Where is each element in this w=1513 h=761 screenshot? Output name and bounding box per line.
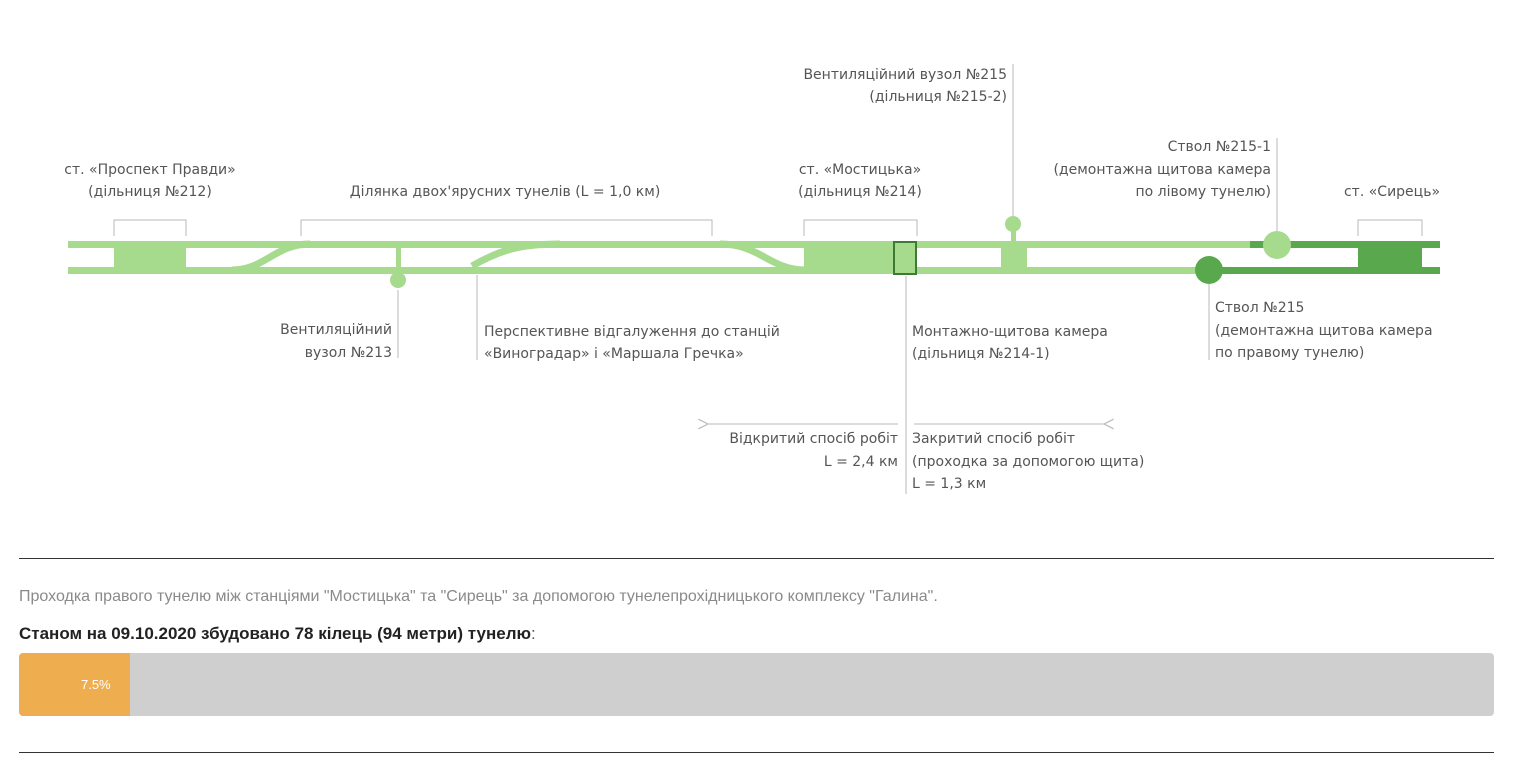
- label-double-deck: Ділянка двох'ярусних тунелів (L = 1,0 км): [349, 184, 661, 200]
- bracket-prospekt: [114, 220, 186, 236]
- label-mounting-line1: Монтажно-щитова камера: [912, 324, 1108, 340]
- vent-215-block: [1001, 241, 1027, 274]
- label-prospekt-name: ст. «Проспект Правди»: [64, 162, 236, 178]
- progress-status: [19, 624, 536, 644]
- label-open-length: L = 2,4 км: [823, 454, 898, 470]
- label-mostytska-name: ст. «Мостицька»: [798, 162, 922, 178]
- label-closed-method: Закритий спосіб робіт: [912, 431, 1076, 447]
- label-open-method: Відкритий спосіб робіт: [729, 431, 898, 447]
- caption: Проходка правого тунелю між станціями "Мостицька" та "Сирець" за допомогою тунелепрохідницького комплексу "Галина".: [19, 588, 938, 605]
- label-vent-213-line1: Вентиляційний: [280, 322, 392, 338]
- tracks: [68, 241, 1440, 274]
- label-shaft-215-1-desc2: по лівому тунелю): [1135, 184, 1271, 200]
- bracket-double-deck: [301, 220, 712, 236]
- label-branch-line2: «Виноградар» і «Маршала Гречка»: [484, 346, 744, 362]
- bracket-syrets: [1358, 220, 1422, 236]
- label-vent-215-name: Вентиляційний вузол №215: [803, 67, 1007, 83]
- shaft-215-node: [1195, 256, 1223, 284]
- label-syrets-name: ст. «Сирець»: [1343, 184, 1441, 200]
- progress-status-text: Станом на 09.10.2020 збудовано 78 кілець (94 метри) тунелю: [19, 624, 532, 643]
- label-prospekt-section: (дільниця №212): [88, 184, 212, 200]
- divider-bottom: [19, 752, 1494, 753]
- label-vent-215-section: (дільниця №215-2): [869, 89, 1007, 105]
- progress-label: 7.5%: [80, 677, 111, 692]
- mounting-chamber: [894, 242, 916, 274]
- vent-213-node: [390, 272, 406, 288]
- divider-top: [19, 558, 1494, 559]
- label-shaft-215-1-desc1: (демонтажна щитова камера: [1053, 162, 1271, 178]
- label-vent-213-line2: вузол №213: [304, 345, 392, 361]
- shaft-215-1-node: [1263, 231, 1291, 259]
- label-shaft-215-1-name: Ствол №215-1: [1167, 139, 1271, 155]
- station-prospekt-pravdy: [114, 241, 186, 274]
- label-shaft-215-desc2: по правому тунелю): [1215, 345, 1365, 361]
- station-syrets: [1358, 241, 1422, 274]
- label-closed-desc: (проходка за допомогою щита): [912, 454, 1145, 470]
- brackets: [114, 64, 1422, 494]
- left-tunnel-track: [68, 241, 1250, 248]
- label-branch-line1: Перспективне відгалуження до станцій: [484, 324, 780, 340]
- label-mounting-line2: (дільниця №214-1): [912, 346, 1050, 362]
- label-shaft-215-desc1: (демонтажна щитова камера: [1215, 323, 1433, 339]
- label-shaft-215-name: Ствол №215: [1215, 300, 1305, 316]
- progress-status-colon: :: [531, 624, 536, 643]
- bracket-mostytska: [804, 220, 917, 236]
- progress-bar: [19, 653, 1494, 716]
- vent-215-node: [1005, 216, 1021, 232]
- label-closed-length: L = 1,3 км: [912, 476, 987, 492]
- progress-fill: [19, 653, 130, 716]
- label-mostytska-section: (дільниця №214): [798, 184, 922, 200]
